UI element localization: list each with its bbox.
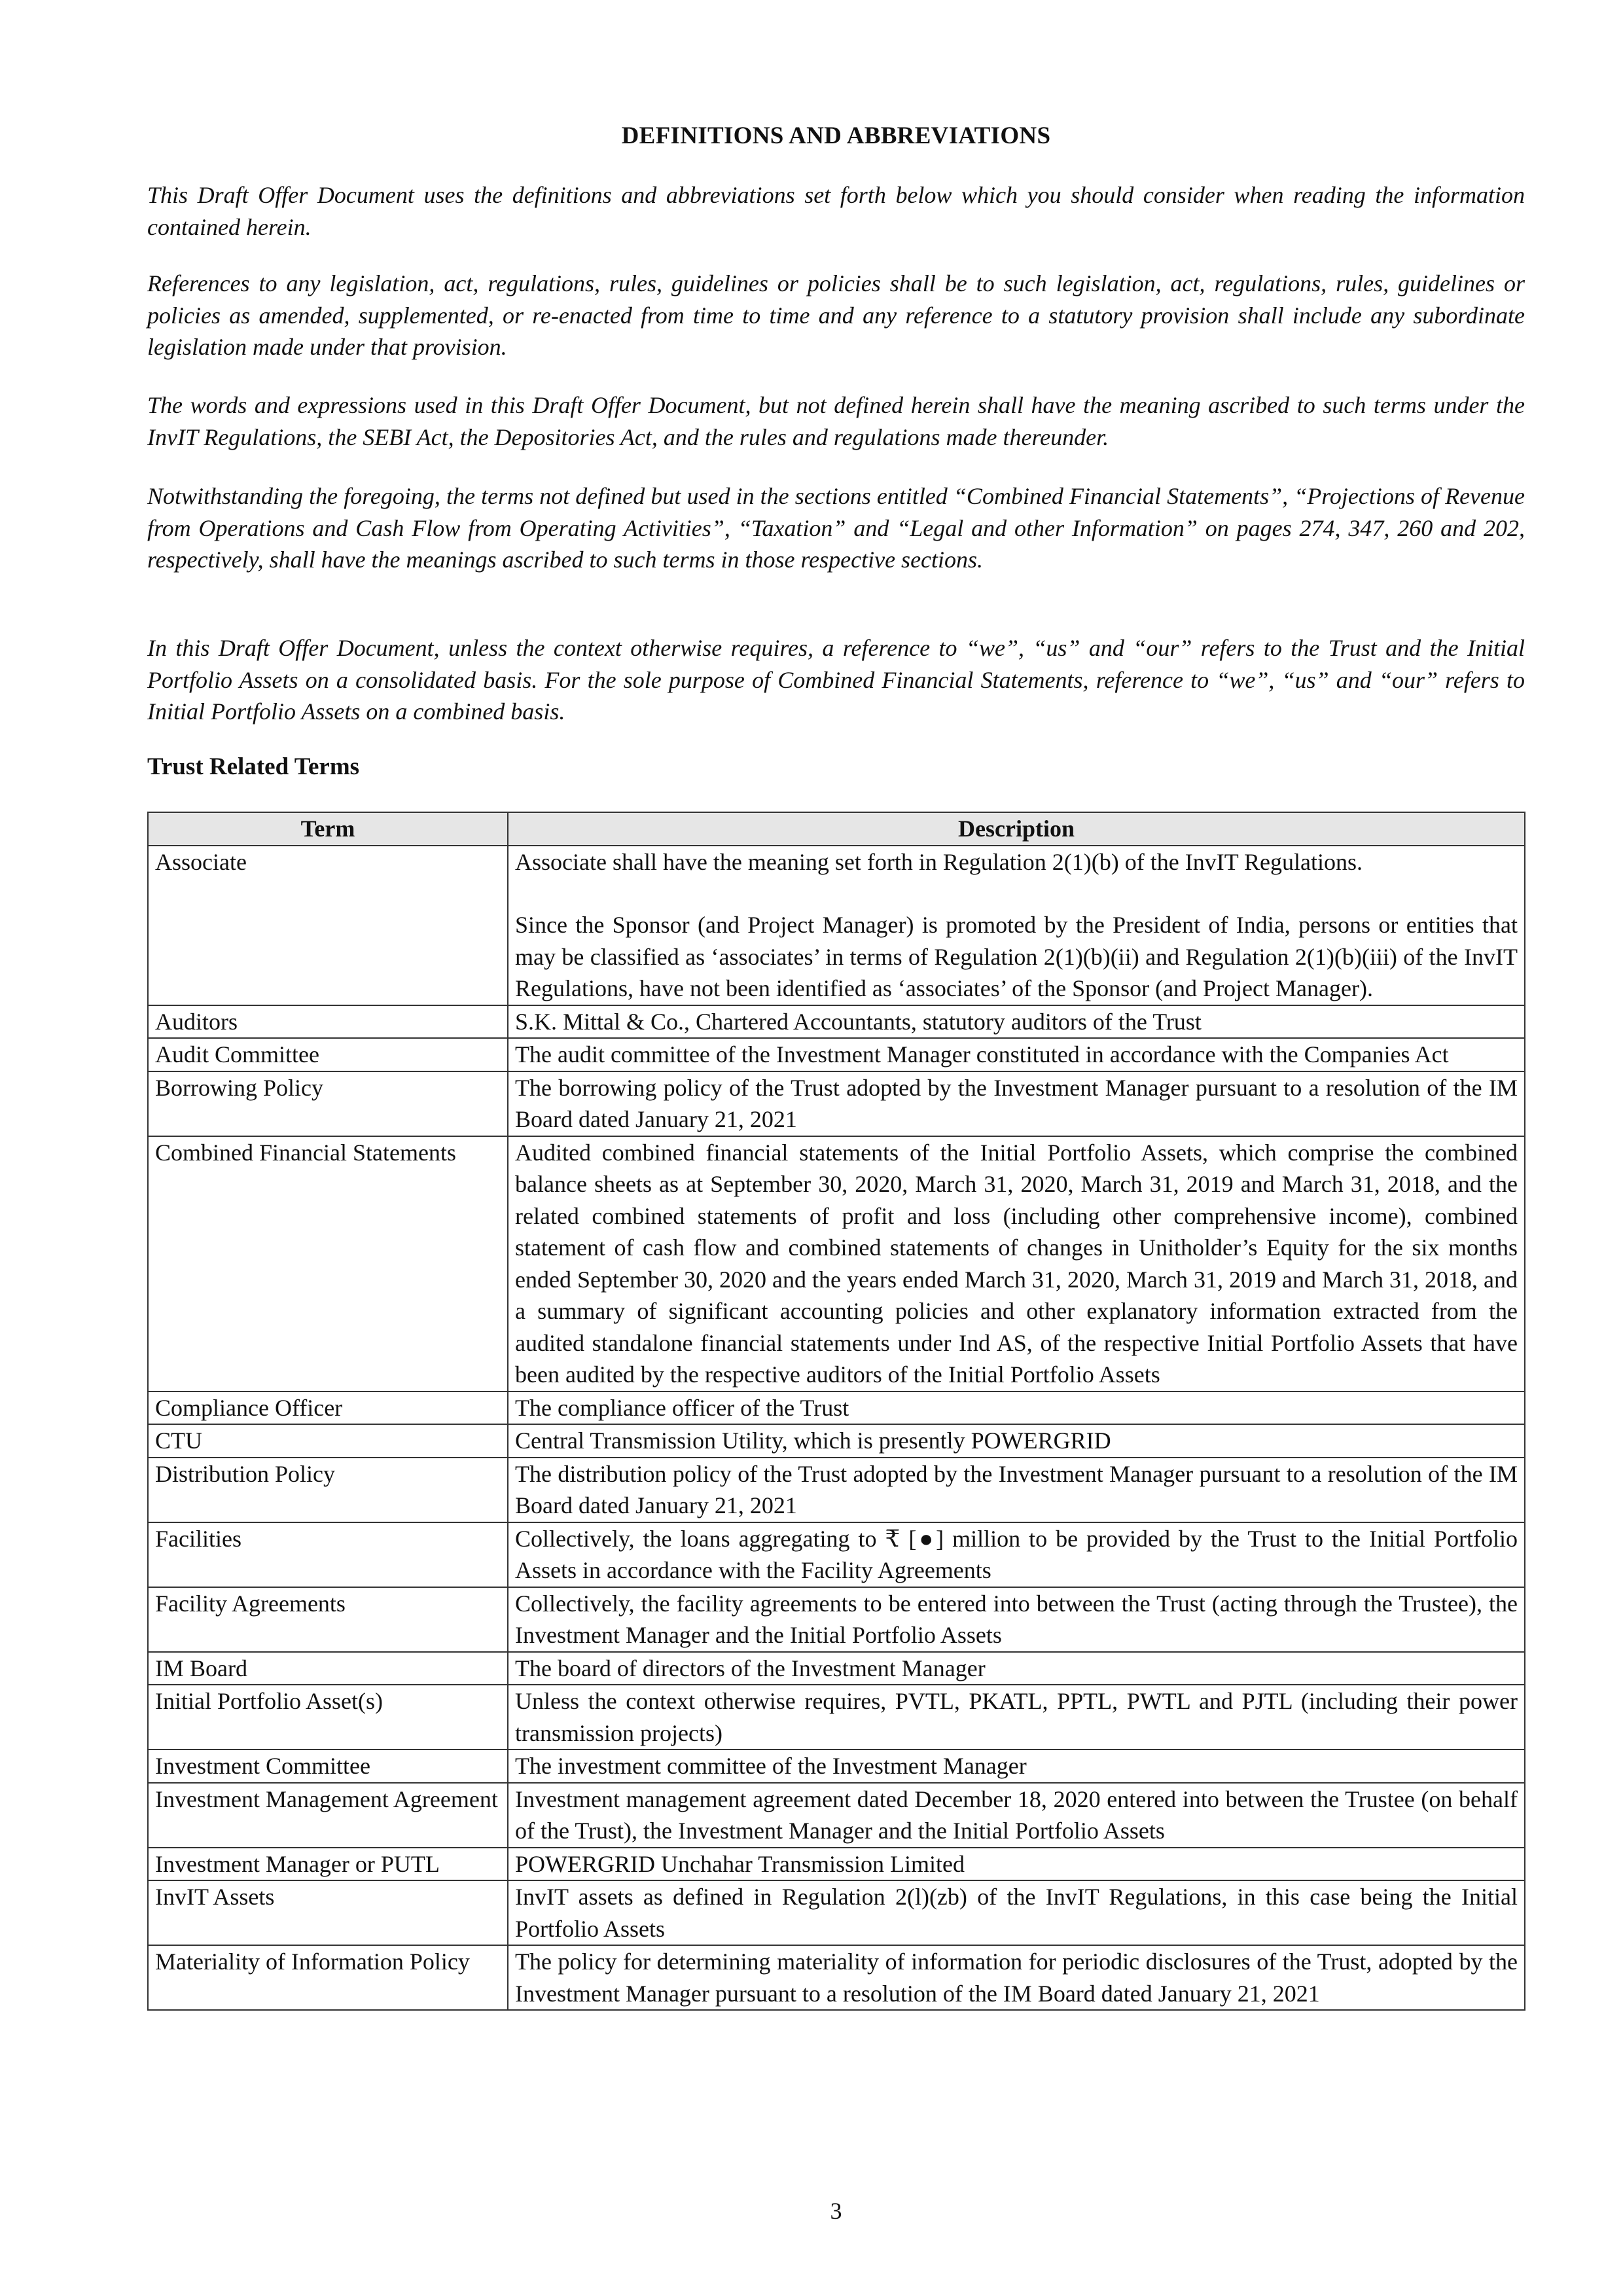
table-row <box>148 1749 1525 1783</box>
page-number: 3 <box>830 2198 842 2224</box>
term-cell: Investment Manager or PUTL <box>148 1848 508 1881</box>
term-cell: Investment Management Agreement <box>148 1783 508 1848</box>
table-row <box>148 1458 1525 1522</box>
table-row <box>148 1071 1525 1136</box>
description-cell <box>508 1458 1525 1522</box>
description-cell <box>508 1391 1525 1425</box>
description-text: Collectively, the loans aggregating to ₹ [●] million to be provided by the Trust to the Initial Portfolio Assets in accordance with the Facility Agreements <box>515 1525 1518 1583</box>
description-text: The board of directors of the Investment Manager <box>515 1655 986 1681</box>
description-cell <box>508 1945 1525 2010</box>
column-header-term: Term <box>148 812 508 846</box>
description-cell <box>508 1749 1525 1783</box>
description-text: Associate shall have the meaning set forth in Regulation 2(1)(b) of the InvIT Regulations. <box>515 848 1363 875</box>
description-text: The policy for determining materiality of information for periodic disclosures of the Trust, adopted by the Investment Manager pursuant to a resolution of the IM Board dated January 21, 2021 <box>515 1948 1518 2007</box>
description-text: Unless the context otherwise requires, PVTL, PKATL, PPTL, PWTL and PJTL (including their power transmission projects) <box>515 1688 1518 1746</box>
description-cell <box>508 1783 1525 1848</box>
words-and-expressions-paragraph: The words and expressions used in this Draft Offer Document, but not defined herein shall have the meaning ascribed to such terms under the InvIT Regulations, the SEBI Act, the Depositories Act, and the rules and regulations made thereunder. <box>147 392 1525 450</box>
column-header-description: Description <box>508 812 1525 846</box>
table-row <box>148 1783 1525 1848</box>
description-text: The investment committee of the Investment Manager <box>515 1753 1027 1779</box>
term-cell: Facility Agreements <box>148 1587 508 1652</box>
description-cell <box>508 1071 1525 1136</box>
table-row <box>148 846 1525 1005</box>
definitions-table <box>147 812 1525 2011</box>
description-text: The audit committee of the Investment Manager constituted in accordance with the Companies Act <box>515 1041 1449 1067</box>
description-cell <box>508 1652 1525 1685</box>
term-cell: Facilities <box>148 1522 508 1587</box>
context-paragraph: In this Draft Offer Document, unless the context otherwise requires, a reference to “we”, “us” and “our” refers to the Trust and the Initial Portfolio Assets on a consolidated basis. For the sole purpose of Combined Financial Statements, reference to “we”, “us” and “our” refers to Initial Portfolio Assets on a combined basis. <box>147 635 1525 725</box>
table-row <box>148 1945 1525 2010</box>
description-text: The borrowing policy of the Trust adopted by the Investment Manager pursuant to a resolution of the IM Board dated January 21, 2021 <box>515 1074 1518 1132</box>
description-text: The compliance officer of the Trust <box>515 1394 849 1421</box>
table-row <box>148 1391 1525 1425</box>
description-text: Investment management agreement dated December 18, 2020 entered into between the Trustee (on behalf of the Trust), the Investment Manager and the Initial Portfolio Assets <box>515 1785 1518 1844</box>
table-row <box>148 1424 1525 1458</box>
term-cell: Distribution Policy <box>148 1458 508 1522</box>
term-cell: InvIT Assets <box>148 1880 508 1945</box>
table-row <box>148 1685 1525 1749</box>
table-row <box>148 1652 1525 1685</box>
table-row <box>148 1005 1525 1039</box>
term-cell: Borrowing Policy <box>148 1071 508 1136</box>
notwithstanding-paragraph: Notwithstanding the foregoing, the terms not defined but used in the sections entitled “Combined Financial Statements”, “Projections of Revenue from Operations and Cash Flow from Operating Activities”, “Taxation” and “Legal and other Information” on pages 274, 347, 260 and 202, respectively, shall have the meanings ascribed to such terms in those respective sections. <box>147 483 1525 573</box>
description-cell <box>508 1685 1525 1749</box>
description-text: Since the Sponsor (and Project Manager) is promoted by the President of India, persons or entities that may be classified as ‘associates’ in terms of Regulation 2(1)(b)(ii) and Regulation 2(1)(b)(iii) of the InvIT Regulations, have not been identified as ‘associates’ of the Sponsor (and Project Manager). <box>515 912 1518 1001</box>
term-cell: IM Board <box>148 1652 508 1685</box>
table-row <box>148 1136 1525 1391</box>
description-text: The distribution policy of the Trust adopted by the Investment Manager pursuant to a resolution of the IM Board dated January 21, 2021 <box>515 1460 1518 1518</box>
description-cell <box>508 1038 1525 1071</box>
table-row <box>148 1880 1525 1945</box>
description-cell <box>508 1136 1525 1391</box>
term-cell: Investment Committee <box>148 1749 508 1783</box>
description-text: Audited combined financial statements of the Initial Portfolio Assets, which comprise the combined balance sheets as at September 30, 2020, March 31, 2020, March 31, 2019 and March 31, 2018, and the related combined statements of profit and loss (including other comprehensive income), combined statement of cash flow and combined statements of changes in Unitholder’s Equity for the six months ended September 30, 2020 and the years ended March 31, 2020, March 31, 2019 and March 31, 2018, and a summary of significant accounting policies and other explanatory information extracted from the audited standalone financial statements under Ind AS, of the respective Initial Portfolio Assets that have been audited by the respective auditors of the Initial Portfolio Assets <box>515 1139 1518 1388</box>
term-cell: Materiality of Information Policy <box>148 1945 508 2010</box>
description-cell <box>508 1848 1525 1881</box>
table-row <box>148 1587 1525 1652</box>
description-text: POWERGRID Unchahar Transmission Limited <box>515 1850 965 1877</box>
intro-paragraph: This Draft Offer Document uses the definitions and abbreviations set forth below which you should consider when reading the information contained herein. <box>147 182 1525 240</box>
term-cell: Auditors <box>148 1005 508 1039</box>
table-row <box>148 1522 1525 1587</box>
description-text: S.K. Mittal & Co., Chartered Accountants, statutory auditors of the Trust <box>515 1008 1202 1035</box>
term-cell: Initial Portfolio Asset(s) <box>148 1685 508 1749</box>
term-cell: Combined Financial Statements <box>148 1136 508 1391</box>
term-cell: CTU <box>148 1424 508 1458</box>
description-cell <box>508 1424 1525 1458</box>
section-heading: Trust Related Terms <box>147 753 360 780</box>
term-cell: Compliance Officer <box>148 1391 508 1425</box>
description-cell <box>508 1880 1525 1945</box>
table-header-row <box>148 812 1525 846</box>
description-cell <box>508 1522 1525 1587</box>
term-cell: Audit Committee <box>148 1038 508 1071</box>
description-cell <box>508 1005 1525 1039</box>
description-cell <box>508 1587 1525 1652</box>
description-text: Collectively, the facility agreements to be entered into between the Trust (acting through the Trustee), the Investment Manager and the Initial Portfolio Assets <box>515 1590 1518 1648</box>
term-cell: Associate <box>148 846 508 1005</box>
legislation-reference-paragraph: References to any legislation, act, regulations, rules, guidelines or policies shall be to such legislation, act, regulations, rules, guidelines or policies as amended, supplemented, or re-enacted from time to time and any reference to a statutory provision shall include any subordinate legislation made under that provision. <box>147 270 1525 360</box>
description-text: Central Transmission Utility, which is presently POWERGRID <box>515 1427 1111 1454</box>
table-row <box>148 1848 1525 1881</box>
description-cell <box>508 846 1525 1005</box>
page-title: DEFINITIONS AND ABBREVIATIONS <box>621 122 1051 149</box>
table-row <box>148 1038 1525 1071</box>
description-text: InvIT assets as defined in Regulation 2(l)(zb) of the InvIT Regulations, in this case being the Initial Portfolio Assets <box>515 1884 1518 1942</box>
